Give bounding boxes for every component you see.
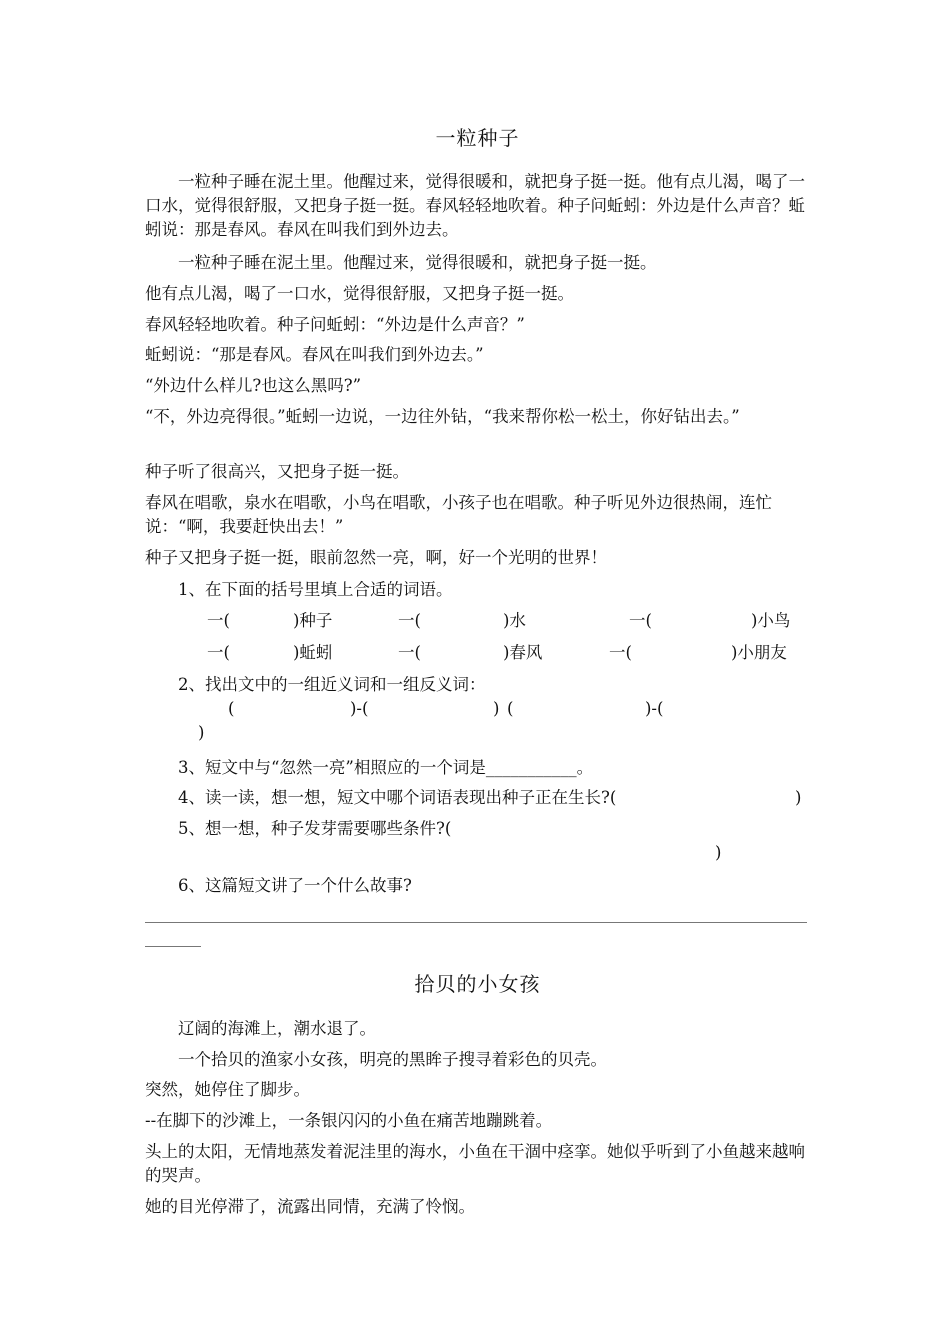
story2-line-5: 头上的太阳，无情地蒸发着泥洼里的海水，小鱼在干涸中痉挛。她似乎听到了小鱼越来越响的哭声。: [145, 1142, 805, 1185]
q1-fill-word: )小鸟: [751, 611, 791, 630]
question-4: 4、读一读，想一想，短文中哪个词语表现出种子正在生长?(: [178, 788, 617, 807]
q2-blank: ): [493, 699, 500, 718]
q1-fill-word: )蚯蚓: [293, 643, 333, 662]
question-1: 1、在下面的括号里填上合适的词语。: [178, 580, 453, 599]
story2-line-3: 突然，她停住了脚步。: [145, 1080, 310, 1099]
q5-close: ): [715, 843, 722, 862]
q2-blank: ): [198, 723, 205, 742]
q1-fill-open: 一(: [629, 611, 652, 630]
question-5: 5、想一想，种子发芽需要哪些条件?(: [178, 819, 452, 838]
q1-fill-open: 一(: [207, 643, 230, 662]
story2-title: 拾贝的小女孩: [414, 972, 541, 996]
q2-blank: )-(: [350, 699, 369, 718]
q2-blank: (: [228, 699, 235, 718]
story1-line-2: 他有点儿渴，喝了一口水，觉得很舒服，又把身子挺一挺。: [145, 284, 574, 303]
q2-blank: (: [507, 699, 514, 718]
answer-line-end: [145, 946, 201, 947]
q4-close: ): [795, 788, 802, 807]
question-2: 2、找出文中的一组近义词和一组反义词：: [178, 675, 486, 694]
story1-line-7: 种子听了很高兴，又把身子挺一挺。: [145, 462, 409, 481]
q1-fill-word: )水: [503, 611, 526, 630]
q1-fill-open: 一(: [398, 611, 421, 630]
story2-line-6: 她的目光停滞了，流露出同情，充满了怜悯。: [145, 1197, 475, 1216]
q1-fill-word: )种子: [293, 611, 333, 630]
story1-line-3: 春风轻轻地吹着。种子问蚯蚓：“外边是什么声音？”: [145, 315, 525, 334]
story2-line-1: 辽阔的海滩上，潮水退了。: [178, 1019, 376, 1038]
story1-line-9: 种子又把身子挺一挺，眼前忽然一亮，啊，好一个光明的世界！: [145, 548, 607, 567]
q1-fill-open: 一(: [609, 643, 632, 662]
story2-line-4: --在脚下的沙滩上，一条银闪闪的小鱼在痛苦地蹦跳着。: [145, 1111, 553, 1130]
story1-line-6: “不，外边亮得很。”蚯蚓一边说，一边往外钻，“我来帮你松一松土，你好钻出去。”: [145, 407, 740, 426]
story1-intro-paragraph: 一粒种子睡在泥土里。他醒过来，觉得很暖和，就把身子挺一挺。他有点儿渴，喝了一口水，觉得很舒服，又把身子挺一挺。春风轻轻地吹着。种子问蚯蚓：外边是什么声音？蚯蚓说：那是春风。春风在叫我们到外边去。: [145, 172, 805, 239]
story1-line-5: “外边什么样儿?也这么黑吗?”: [145, 376, 362, 395]
answer-line: [145, 922, 807, 923]
story1-line-8: 春风在唱歌，泉水在唱歌，小鸟在唱歌，小孩子也在唱歌。种子听见外边很热闹，连忙说：“啊，我要赶快出去！”: [145, 493, 772, 536]
q1-fill-open: 一(: [398, 643, 421, 662]
question-6: 6、这篇短文讲了一个什么故事?: [178, 876, 412, 895]
story2-line-2: 一个拾贝的渔家小女孩，明亮的黑眸子搜寻着彩色的贝壳。: [178, 1050, 607, 1069]
question-3: 3、短文中与“忽然一亮”相照应的一个词是___________。: [178, 758, 594, 777]
story1-line-4: 蚯蚓说：“那是春风。春风在叫我们到外边去。”: [145, 345, 484, 364]
q1-fill-open: 一(: [207, 611, 230, 630]
q1-fill-word: )春风: [503, 643, 543, 662]
q2-blank: )-(: [645, 699, 664, 718]
q1-fill-word: )小朋友: [731, 643, 787, 662]
story1-line-1: 一粒种子睡在泥土里。他醒过来，觉得很暖和，就把身子挺一挺。: [178, 253, 657, 272]
story1-title: 一粒种子: [435, 126, 520, 150]
